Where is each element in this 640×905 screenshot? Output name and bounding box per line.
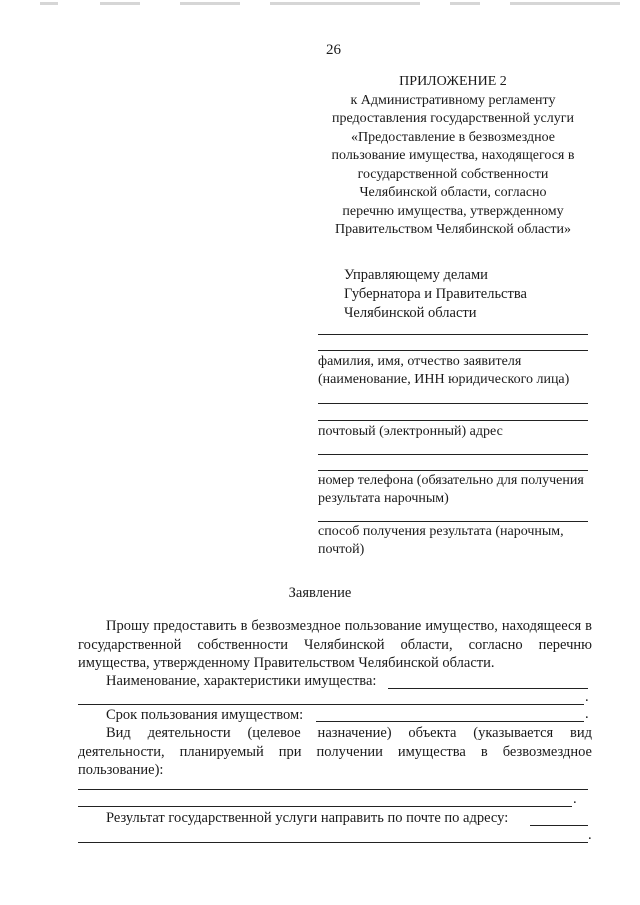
- addressee-block: [344, 266, 527, 323]
- term-label: Срок пользования имуществом:: [106, 707, 304, 723]
- appendix-line: предоставления государственной услуги: [332, 111, 574, 126]
- property-line-1[interactable]: [388, 688, 588, 689]
- page-number: 26: [326, 42, 341, 58]
- scan-artifact: [40, 2, 630, 8]
- phone-caption: номер телефона (обязательно для получения результата нарочным): [318, 473, 584, 506]
- appendix-line: перечню имущества, утвержденному: [342, 203, 564, 219]
- activity-line-1[interactable]: [78, 789, 588, 790]
- property-label: Наименование, характеристики имущества:: [106, 673, 377, 689]
- appendix-heading: [318, 73, 588, 240]
- statement-title: Заявление: [288, 585, 352, 601]
- addressee-line: Челябинской области: [344, 305, 477, 321]
- result-label: Результат государственной услуги направить по почте по адресу:: [106, 810, 509, 826]
- period-mark: .: [585, 689, 589, 705]
- appendix-title: ПРИЛОЖЕНИЕ 2: [399, 74, 507, 89]
- appendix-line: к Административному регламенту: [350, 92, 556, 108]
- phone-line-1[interactable]: [318, 454, 588, 455]
- address-line-2[interactable]: [318, 420, 588, 421]
- applicant-name-line-1[interactable]: [318, 334, 588, 335]
- address-line-1[interactable]: [318, 403, 588, 404]
- method-line[interactable]: [318, 521, 588, 522]
- appendix-line: «Предоставление в безвозмездное: [351, 129, 555, 145]
- period-mark: .: [585, 706, 589, 722]
- activity-line-2[interactable]: [78, 806, 572, 807]
- period-mark: .: [573, 791, 577, 807]
- appendix-line: пользование имущества, находящегося в: [331, 148, 575, 163]
- applicant-name-caption: фамилия, имя, отчество заявителя (наименование, ИНН юридического лица): [318, 354, 570, 387]
- address-caption: почтовый (электронный) адрес: [318, 424, 503, 439]
- activity-paragraph: Вид деятельности (целевое назначение) объекта (указывается вид деятельности, планируемый при получении имущества в безвозмездное пользование):: [78, 725, 592, 778]
- method-caption: способ получения результата (нарочным, почтой): [318, 524, 564, 557]
- property-line-2[interactable]: [78, 704, 584, 705]
- appendix-line: Челябинской области, согласно: [359, 185, 547, 200]
- addressee-line: Управляющему делами: [344, 267, 488, 283]
- period-mark: .: [588, 827, 592, 843]
- term-line[interactable]: [316, 721, 584, 722]
- phone-line-2[interactable]: [318, 470, 588, 471]
- appendix-line: Правительством Челябинской области»: [334, 222, 571, 237]
- appendix-line: государственной собственности: [357, 166, 549, 182]
- applicant-name-line-2[interactable]: [318, 350, 588, 351]
- addressee-line: Губернатора и Правительства: [344, 286, 527, 302]
- result-line-2[interactable]: [78, 842, 588, 843]
- request-paragraph: Прошу предоставить в безвозмездное пользование имущество, находящееся в государственной собственности Челябинской области, согласно перечню имущества, утвержденному Правительством Челябинской области.: [78, 618, 592, 671]
- result-line-1[interactable]: [530, 825, 588, 826]
